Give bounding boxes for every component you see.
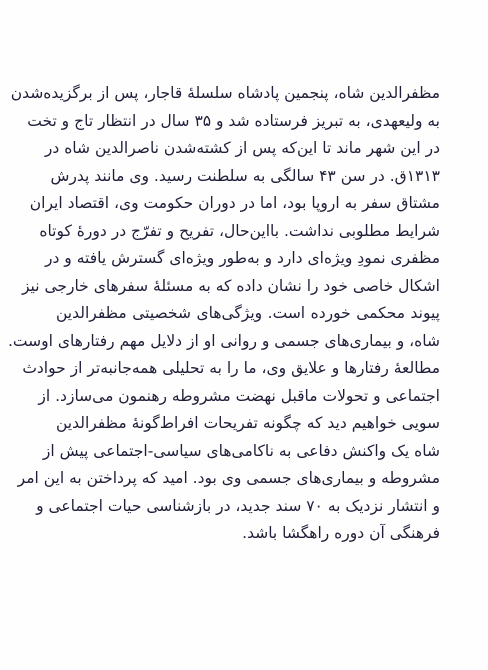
text-line: سویی خواهیم دید که چگونه تفریحات افراط‌گونهٔ مظفرالدین xyxy=(56,414,440,432)
text-line: مظفرالدین شاه، پنجمین پادشاه سلسلهٔ قاجار، پس از برگزیده‌شدن xyxy=(10,84,440,102)
text-line: به ولیعهدی، به تبریز فرستاده شد و ۳۵ سال در انتظار تاج و تخت xyxy=(27,111,440,130)
text-line: فرهنگی آن دوره راهگشا باشد. xyxy=(242,524,440,542)
text-line: اشکال خاصی خود را نشان داده که به مسئلهٔ سفرهای خارجی نیز xyxy=(22,276,440,295)
text-line: مطالعهٔ رفتارها و علایق وی، ما را به تحلیلی همه‌جانبه‌تر از حوادث xyxy=(22,359,440,377)
text-line: مشروطه و بیماری‌های جسمی وی بود. امید که پرداختن به این امر xyxy=(17,469,440,487)
text-line: مشتاق سفر به اروپا بود، اما در دوران حکومت وی، اقتصاد ایران xyxy=(29,194,440,212)
text-line: پیوند محکمی خورده است. ویژگی‌های شخصیتی مظفرالدین xyxy=(56,304,440,322)
text-line: و انتشار نزدیک به ۷۰ سند جدید، در بازشناسی حیات اجتماعی و xyxy=(36,496,440,515)
body-paragraph xyxy=(8,80,440,548)
text-line: شرایط مطلوبی نداشت. بااین‌حال، تفریح و تفرّج در دورهٔ کوتاه xyxy=(39,221,440,240)
text-line: شاه، و بیماری‌های جسمی و روانی او از دلایل مهم رفتارهای اوست. xyxy=(8,331,440,350)
text-line: ۱۳۱۳ق. در سن ۴۳ سالگی به سلطنت رسید. وی مانند پدرش xyxy=(50,166,440,185)
text-line: در این شهر ماند تا این‌که پس از کشته‌شدن ناصرالدین شاه در xyxy=(44,139,440,157)
text-line: شاه یک واکنش دفاعی به ناکامی‌های سیاسی-اجتماعی پیش از xyxy=(42,441,440,460)
text-line: اجتماعی و تحولات ماقبل نهضت مشروطه رهنمون می‌سازد. از xyxy=(38,386,440,405)
text-line: مظفری نمودِ ویژه‌ای دارد و به‌طور ویژه‌ای گسترش یافته و در xyxy=(44,249,440,267)
